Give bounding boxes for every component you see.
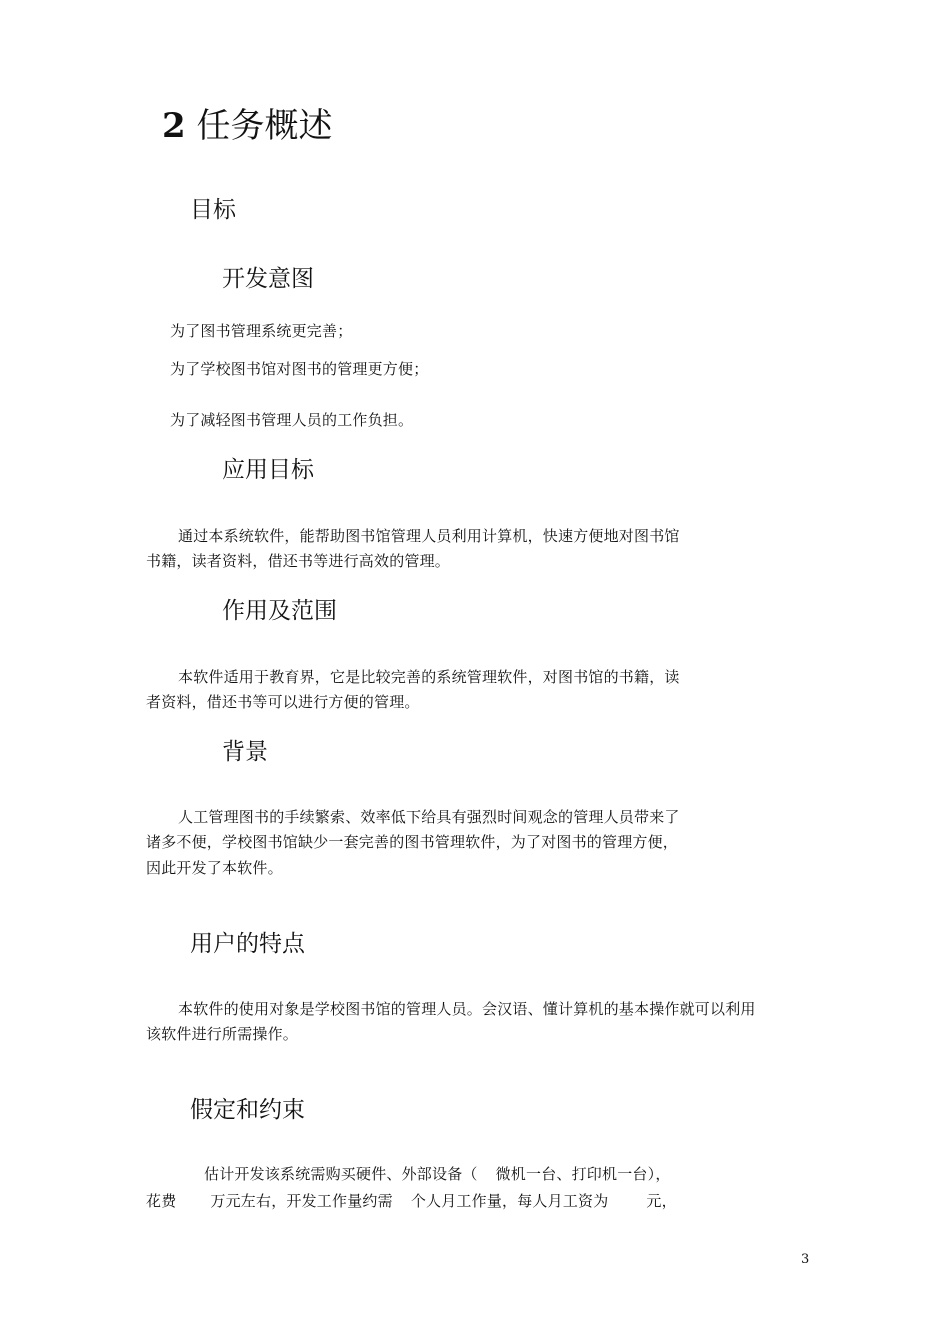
assumptions-text: 个人月工作量，每人月工资为 [410,1192,609,1210]
scope-line: 者资料，借还书等可以进行方便的管理。 [146,693,420,711]
assumptions-line-2 [146,1191,677,1211]
chapter-number: 2 [162,106,186,146]
app-goal-line: 通过本系统软件，能帮助图书馆管理人员利用计算机，快速方便地对图书馆 [178,527,680,545]
users-line: 本软件的使用对象是学校图书馆的管理人员。会汉语、懂计算机的基本操作就可以利用 [178,1000,756,1018]
background-line: 因此开发了本软件。 [146,859,283,877]
assumptions-text: 花费 [146,1192,177,1210]
section-users-title: 用户的特点 [190,931,305,957]
page-number: 3 [801,1252,810,1267]
chapter-title: 任务概述 [196,106,333,146]
assumptions-text: 微机一台、打印机一台 [495,1165,648,1183]
subsection-intent-title: 开发意图 [222,266,314,292]
intent-item: 为了图书管理系统更完善； [170,322,353,340]
scope-line: 本软件适用于教育界，它是比较完善的系统管理软件，对图书馆的书籍，读 [178,668,680,686]
chapter-heading [162,106,332,146]
subsection-app-goal-title: 应用目标 [222,457,314,483]
assumptions-line-1 [204,1164,671,1184]
background-line: 人工管理图书的手续繁索、效率低下给具有强烈时间观念的管理人员带来了 [178,808,680,826]
section-goal-title: 目标 [190,197,236,223]
app-goal-line: 书籍，读者资料，借还书等进行高效的管理。 [146,552,451,570]
assumptions-text: ）， [647,1165,671,1183]
intent-item: 为了减轻图书管理人员的工作负担。 [170,411,414,429]
section-assumptions-title: 假定和约束 [190,1097,305,1123]
users-line: 该软件进行所需操作。 [146,1025,299,1043]
assumptions-text: 估计开发该系统需购买硬件、外部设备（ [204,1165,478,1183]
assumptions-text: 元， [646,1192,677,1210]
subsection-scope-title: 作用及范围 [222,598,337,624]
subsection-background-title: 背景 [222,739,268,765]
intent-item: 为了学校图书馆对图书的管理更方便； [170,360,429,378]
assumptions-text: 万元左右，开发工作量约需 [210,1192,393,1210]
background-line: 诸多不便，学校图书馆缺少一套完善的图书管理软件，为了对图书的管理方便， [146,833,679,851]
